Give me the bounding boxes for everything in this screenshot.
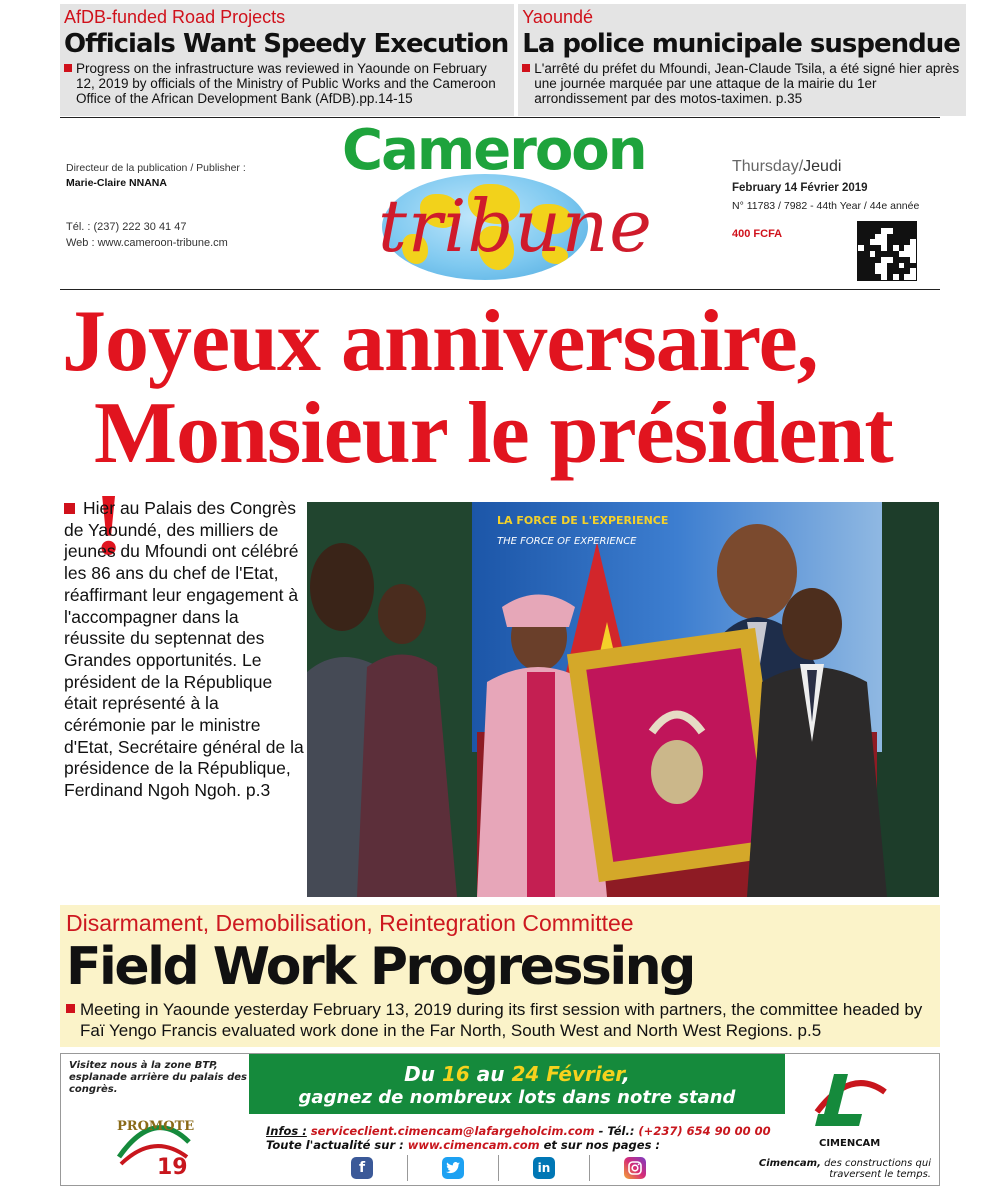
qr-code-icon[interactable] [857,221,917,281]
divider [407,1155,408,1181]
poster-text-en: THE FORCE OF EXPERIENCE [497,536,637,547]
ddr-kicker: Disarmament, Demobilisation, Reintegration Committee [66,910,634,936]
ddr-headline: Field Work Progressing [66,937,694,997]
teaser-summary [522,61,960,106]
news-prefix: Toute l'actualité sur : [266,1138,408,1152]
phone-number: Tél. : (237) 222 30 41 47 [66,221,187,233]
cimencam-logo [811,1062,891,1152]
weekday-en: Thursday/ [732,158,804,175]
social-links [351,1155,646,1181]
cameroon-tribune-logo[interactable] [340,118,660,282]
logo-word-cameroon: Cameroon [342,118,646,183]
bullet-square-icon [64,503,75,514]
cimencam-brand: CIMENCAM [819,1138,881,1149]
teaser-kicker: Yaoundé [522,7,593,27]
promote-label: PROMOTE [117,1119,195,1134]
teaser-headline: La police municipale suspendue [522,29,960,59]
ddr-summary-text: Meeting in Yaounde yesterday February 13, 2019 during its first session with partners, the committee headed by Faï Yengo Francis evaluated work done in the Far North, South West and North West Regions. p.5 [80,1000,923,1040]
teaser-summary [64,61,508,106]
contact-phone: (+237) 654 90 00 00 [634,1124,771,1138]
publisher-name: Marie-Claire NNANA [66,177,167,189]
cover-price: 400 FCFA [732,228,783,240]
weekday-fr: Jeudi [803,158,842,175]
promote-year: 19 [157,1155,188,1180]
logo-word-tribune: tribune [378,184,653,268]
twitter-icon[interactable] [442,1157,464,1179]
top-teasers [60,4,960,116]
teaser-police[interactable] [518,4,966,116]
publisher-block [66,161,246,251]
promote-logo [109,1102,199,1182]
issue-date: February 14 Février 2019 [732,182,868,194]
instagram-icon[interactable] [624,1157,646,1179]
cimencam-website-link[interactable]: www.cimencam.com [407,1138,540,1152]
headline-line-1: Joyeux anniversaire, [62,293,818,390]
teaser-afdb[interactable] [60,4,514,116]
ddr-story[interactable] [60,905,940,1047]
lead-photo[interactable] [307,502,939,897]
facebook-icon[interactable]: f [351,1157,373,1179]
infos-label: Infos : [266,1124,307,1138]
teaser-summary-text: L'arrêté du préfet du Mfoundi, Jean-Claude Tsila, a été signé hier après une journée marquée par une attaque de la mairie du 1er arrondissement par des motos-taximen. p.35 [534,61,960,106]
news-suffix: et sur nos pages : [539,1138,661,1152]
poster-text-fr: LA FORCE DE L'EXPERIENCE [497,514,669,527]
ddr-summary [66,999,934,1041]
lead-story-text [64,498,304,802]
ad-contact-info [266,1124,786,1152]
cimencam-tagline: Cimencam, des constructions qui traversent le temps. [758,1158,931,1180]
cimencam-advertisement[interactable] [60,1053,940,1186]
bullet-square-icon [66,1004,75,1013]
divider [589,1155,590,1181]
teaser-summary-text: Progress on the infrastructure was reviewed in Yaounde on February 12, 2019 by officials of the Ministry of Public Works and the Cameroon Office of the African Development Bank (AfDB).pp.14-15 [76,61,496,106]
website-link[interactable]: Web : www.cameroon-tribune.cm [66,237,228,249]
divider [498,1155,499,1181]
divider [60,289,940,290]
promo-message: gagnez de nombreux lots dans notre stand [298,1087,736,1108]
ad-visit-text: Visitez nous à la zone BTP, esplanade arrière du palais des congrès. [69,1060,247,1095]
teaser-headline: Officials Want Speedy Execution [64,29,509,59]
bullet-square-icon [522,64,530,72]
bullet-square-icon [64,64,72,72]
teaser-kicker: AfDB-funded Road Projects [64,7,286,27]
lead-story-body: Hier au Palais des Congrès de Yaoundé, des milliers de jeunes du Mfoundi ont célébré les 86 ans du chef de l'Etat, réaffirmant leur engagement à l'accompagner dans la réussite du septennat des Grandes opportunités. Le président de la République était représenté à la cérémonie par le ministre d'Etat, Secrétaire général de la présidence de la République, Ferdinand Ngoh Ngoh. p.3 [64,498,304,801]
issue-number: N° 11783 / 7982 - 44th Year / 44e année [732,200,920,212]
ceremony-photo-illustration [307,502,939,897]
promo-dates: Du 16 au 24 Février, [404,1062,630,1086]
linkedin-icon[interactable]: in [533,1157,555,1179]
tel-label: - Tél.: [594,1124,635,1138]
publisher-label: Directeur de la publication / Publisher : [66,162,246,174]
ad-promo-band [249,1054,785,1114]
contact-email[interactable]: serviceclient.cimencam@lafargeholcim.com [306,1124,595,1138]
headline-line-2: Monsieur le président ! [94,385,893,574]
